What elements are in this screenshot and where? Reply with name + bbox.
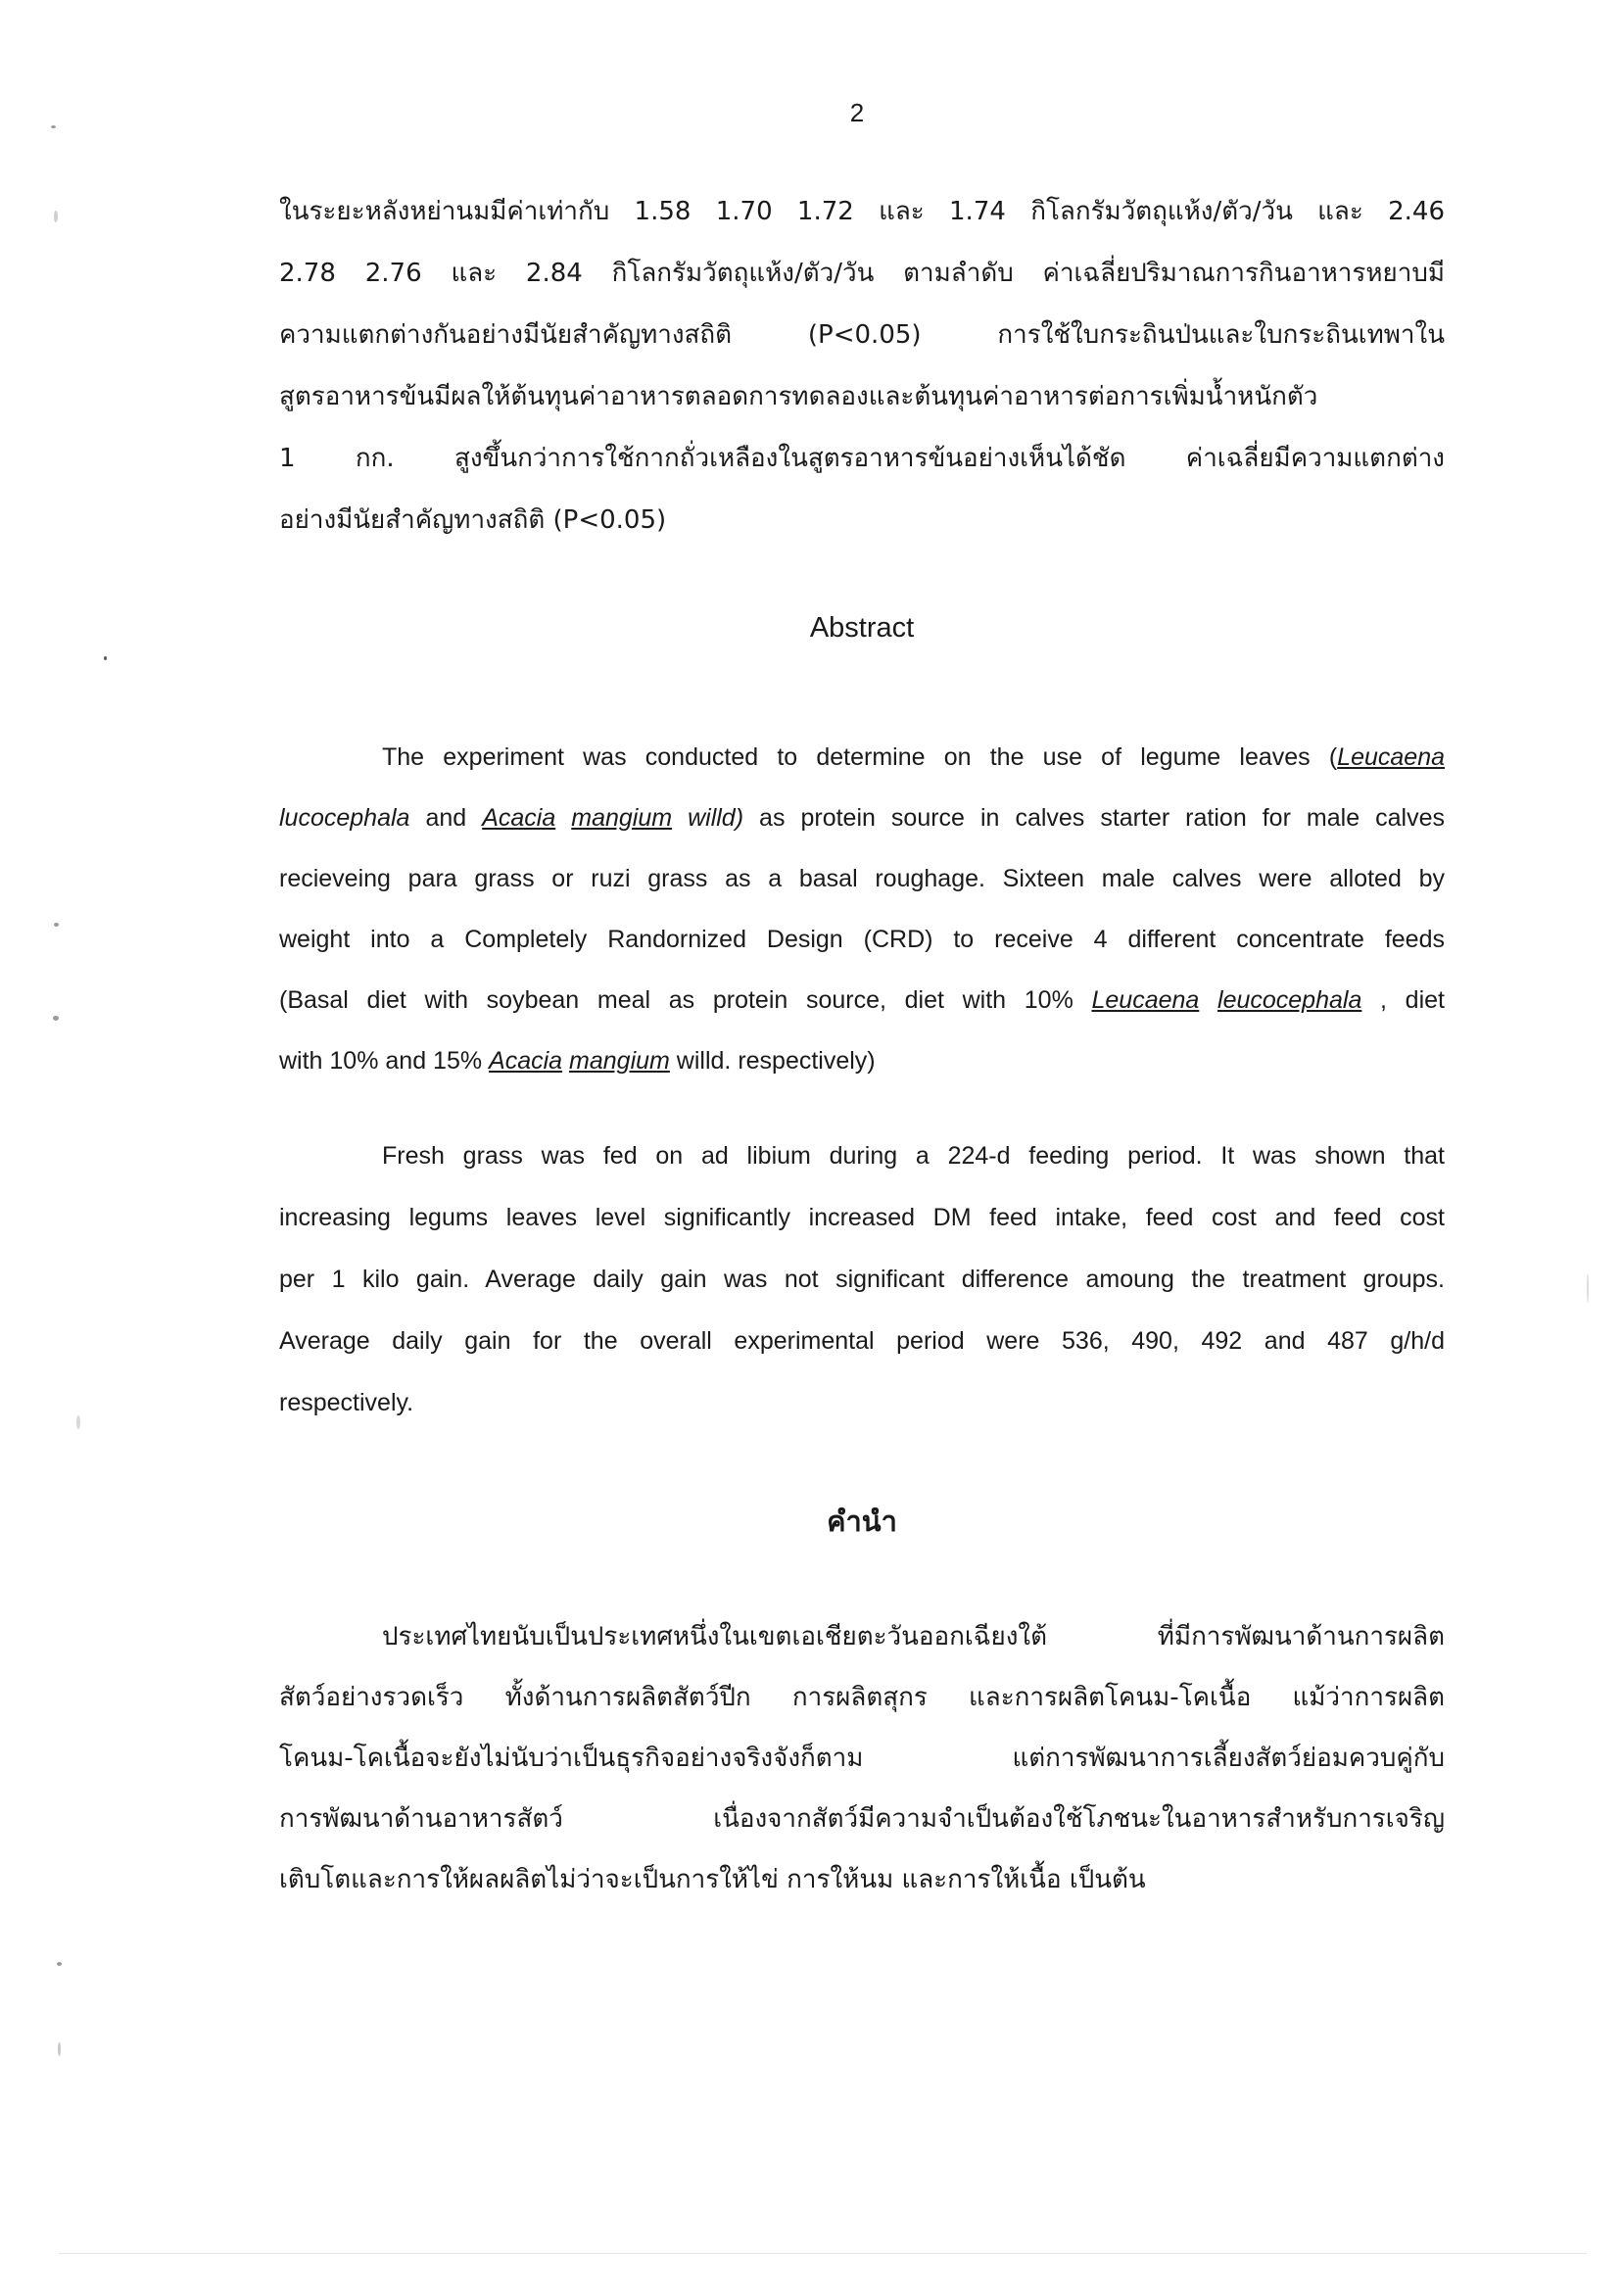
- abstract-paragraph-2: [279, 1125, 1445, 1434]
- text-run: as protein source in calves starter ration for male calves: [743, 804, 1445, 832]
- text-line: 1 กก. สูงขึ้นกว่าการใช้กากถั่วเหลืองในสูตรอาหารข้นอย่างเห็นได้ชัด ค่าเฉลี่ยมีความแตกต่าง: [279, 444, 1445, 473]
- page-number: 2: [849, 98, 865, 127]
- text-line: increasing legums leaves level significantly increased DM feed intake, feed cost and feed cost: [279, 1204, 1445, 1231]
- species-name: Acacia: [489, 1047, 563, 1075]
- text-line: ในระยะหลังหย่านมมีค่าเท่ากับ 1.58 1.70 1.72 และ 1.74 กิโลกรัมวัตถุแห้ง/ตัว/วัน และ 2.46: [279, 197, 1445, 226]
- text-line: สูตรอาหารข้นมีผลให้ต้นทุนค่าอาหารตลอดการทดลองและต้นทุนค่าอาหารต่อการเพิ่มน้ำหนักตัว: [279, 382, 1318, 411]
- text-line: per 1 kilo gain. Average daily gain was not significant difference amoung the treatment groups.: [279, 1266, 1445, 1293]
- text-line: Fresh grass was fed on ad libium during a 224-d feeding period. It was shown that: [382, 1142, 1445, 1170]
- species-name: leucocephala: [1217, 986, 1362, 1014]
- scan-speck: [1587, 1273, 1589, 1303]
- species-name: lucocephala: [279, 804, 410, 832]
- text-line: Average daily gain for the overall experimental period were 536, 490, 492 and 487 g/h/d: [279, 1327, 1445, 1355]
- species-name: mangium: [571, 804, 673, 832]
- scan-speck: [57, 1962, 62, 1966]
- text-line: สัตว์อย่างรวดเร็ว ทั้งด้านการผลิตสัตว์ปีก การผลิตสุกร และการผลิตโคนม-โคเนื้อ แม้ว่าการผลิต: [279, 1683, 1445, 1712]
- text-run: [555, 804, 571, 832]
- scan-speck: [76, 1415, 80, 1429]
- text-line: 2.78 2.76 และ 2.84 กิโลกรัมวัตถุแห้ง/ตัว/วัน ตามลำดับ ค่าเฉลี่ยปริมาณการกินอาหารหยาบมี: [279, 259, 1445, 288]
- scan-speck: [54, 211, 58, 222]
- scan-speck: [54, 923, 59, 927]
- text-run: with 10% and 15%: [279, 1047, 490, 1075]
- scan-speck: [51, 125, 56, 128]
- text-line: โคนม-โคเนื้อจะยังไม่นับว่าเป็นธุรกิจอย่างจริงจังก็ตาม แต่การพัฒนาการเลี้ยงสัตว์ย่อมควบคู่กับ: [279, 1744, 1445, 1773]
- text-line: อย่างมีนัยสำคัญทางสถิติ (P<0.05): [279, 505, 667, 535]
- species-name: Leucaena: [1091, 986, 1200, 1014]
- text-line: [279, 727, 1445, 788]
- thai-summary-paragraph: [279, 181, 1445, 551]
- text-line: [279, 970, 1445, 1030]
- text-run: and: [409, 804, 483, 832]
- text-line: respectively.: [279, 1389, 414, 1416]
- text-line: [279, 1030, 1445, 1091]
- abstract-heading: Abstract: [809, 612, 915, 644]
- text-line: ความแตกต่างกันอย่างมีนัยสำคัญทางสถิติ (P<0.05) การใช้ใบกระถินป่นและใบกระถินเทพาใน: [279, 320, 1445, 350]
- text-line: [279, 788, 1445, 848]
- scan-speck: [53, 1016, 59, 1021]
- scan-speck: [58, 2042, 61, 2056]
- species-name: Acacia: [482, 804, 556, 832]
- text-line: ประเทศไทยนับเป็นประเทศหนึ่งในเขตเอเชียตะวันออกเฉียงใต้ ที่มีการพัฒนาด้านการผลิต: [382, 1622, 1445, 1651]
- text-run: willd. respectively): [669, 1047, 876, 1075]
- scan-speck: [104, 656, 107, 660]
- text-run: [562, 1047, 569, 1075]
- species-name: Leucaena: [1337, 743, 1445, 771]
- scan-edge-line: [59, 2253, 1587, 2254]
- introduction-paragraph: [279, 1606, 1445, 1910]
- text-run: The experiment was conducted to determine on the use of legume leaves (: [382, 743, 1338, 771]
- text-line: เติบโตและการให้ผลผลิตไม่ว่าจะเป็นการให้ไข่ การให้นม และการให้เนื้อ เป็นต้น: [279, 1865, 1146, 1894]
- text-run: [1199, 986, 1217, 1014]
- text-run: , diet: [1361, 986, 1445, 1014]
- abstract-paragraph-1: [279, 727, 1445, 1091]
- text-line: recieveing para grass or ruzi grass as a basal roughage. Sixteen male calves were alloted by: [279, 865, 1445, 892]
- text-run: (Basal diet with soybean meal as protein source, diet with 10%: [279, 986, 1092, 1014]
- text-line: การพัฒนาด้านอาหารสัตว์ เนื่องจากสัตว์มีความจำเป็นต้องใช้โภชนะในอาหารสำหรับการเจริญ: [279, 1804, 1445, 1834]
- introduction-heading: คำนำ: [827, 1505, 897, 1538]
- text-line: weight into a Completely Randornized Design (CRD) to receive 4 different concentrate feeds: [279, 926, 1445, 953]
- species-name: mangium: [569, 1047, 670, 1075]
- text-run: willd): [672, 804, 744, 832]
